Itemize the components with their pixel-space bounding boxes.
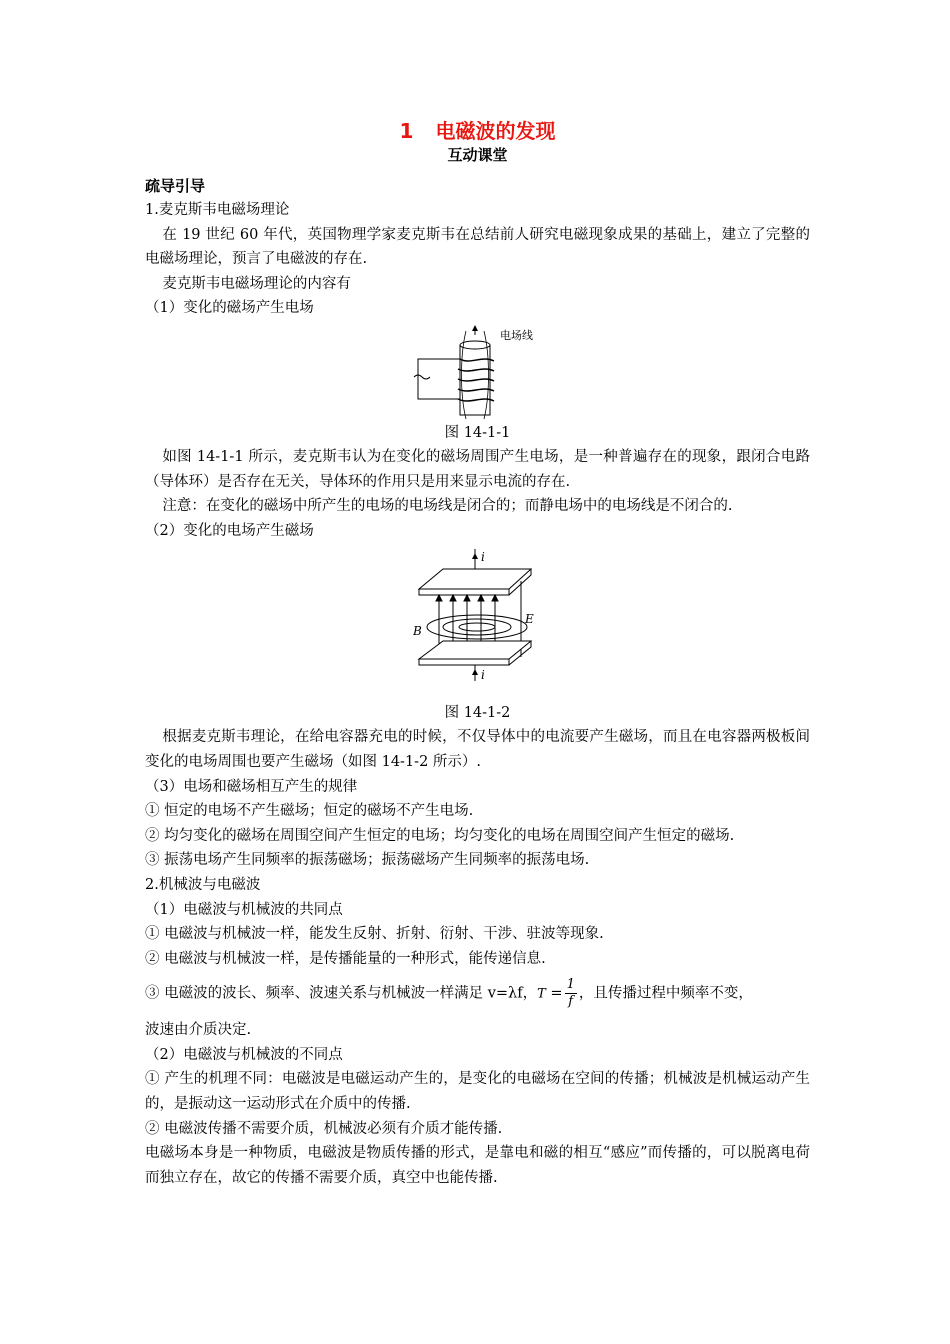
diff-point-3: 电磁场本身是一种物质，电磁波是物质传播的形式，是靠电和磁的相互“感应”而传播的，可以脱离电荷而独立存在，故它的传播不需要介质，真空中也能传播. [145, 1145, 810, 1186]
formula-fraction [565, 977, 577, 1010]
list-item: ① 恒定的电场不产生磁场；恒定的磁场不产生电场. [145, 803, 474, 820]
figure-14-1-1-caption: 图 14-1-1 [444, 424, 511, 441]
formula-numerator: 1 [566, 977, 575, 993]
fig1-label: 电场线 [499, 328, 533, 342]
diff-point-2: ② 电磁波传播不需要介质，机械波必须有介质才能传播. [145, 1120, 503, 1137]
title-number: 1 [399, 119, 414, 143]
fig2-label-b: B [412, 624, 422, 639]
formula-lhs: T [537, 986, 546, 1002]
list-item: ② 均匀变化的磁场在周围空间产生恒定的电场；均匀变化的电场在周围空间产生恒定的磁场. [145, 827, 735, 844]
paragraph-content-intro: 麦克斯韦电磁场理论的内容有 [162, 275, 351, 292]
diff-points-heading: （2）电磁波与机械波的不同点 [145, 1046, 343, 1063]
item-1-heading: （1）变化的磁场产生电场 [145, 300, 314, 317]
paragraph-heading-1: 1.麦克斯韦电磁场理论 [145, 202, 290, 218]
title-text: 电磁波的发现 [435, 119, 556, 143]
figure-14-1-1 [145, 325, 810, 421]
item-3-heading: （3）电场和磁场相互产生的规律 [145, 778, 358, 795]
coil-diagram [408, 325, 548, 421]
capacitor-diagram [413, 549, 543, 681]
item-2-heading: （2）变化的电场产生磁场 [145, 522, 314, 539]
formula-denominator: f [568, 994, 574, 1010]
figure-14-1-2 [145, 549, 810, 681]
list-item: ③ 振荡电场产生同频率的振荡磁场；振荡磁场产生同频率的振荡电场. [145, 852, 590, 869]
paragraph-heading-2: 2.机械波与电磁波 [145, 876, 261, 893]
page-title [145, 118, 810, 144]
same-point-2: ② 电磁波与机械波一样，是传播能量的一种形式，能传递信息. [145, 950, 546, 967]
same-point-3-continued: 波速由介质决定. [145, 1022, 252, 1039]
section-heading: 疏导引导 [145, 177, 206, 195]
same-point-1: ① 电磁波与机械波一样，能发生反射、折射、衍射、干涉、驻波等现象. [145, 926, 604, 943]
paragraph-maxwell-intro: 在 19 世纪 60 年代，英国物理学家麦克斯韦在总结前人研究电磁现象成果的基础上，建立了完整的电磁场理论，预言了电磁波的存在. [145, 226, 810, 268]
formula-eq: = [550, 985, 563, 1002]
fig2-label-i-bottom: i [480, 668, 485, 682]
figure-14-1-2-caption: 图 14-1-2 [444, 705, 511, 722]
same-point-3-post: ，且传播过程中频率不变， [578, 985, 753, 1002]
diff-point-1: ① 产生的机理不同：电磁波是电磁运动产生的，是变化的电磁场在空间的传播；机械波是机械运动产生的，是振动这一运动形式在介质中的传播. [145, 1071, 810, 1113]
same-point-3 [145, 977, 810, 1010]
document-page [145, 118, 810, 1190]
page-subtitle: 互动课堂 [447, 146, 508, 164]
fig2-label-e: E [524, 612, 534, 627]
paragraph-note: 注意：在变化的磁场中所产生的电场的电场线是闭合的；而静电场中的电场线是不闭合的. [162, 498, 733, 515]
fig2-label-i-top: i [480, 550, 485, 565]
paragraph-fig1-explanation: 如图 14-1-1 所示，麦克斯韦认为在变化的磁场周围产生电场，是一种普遍存在的现象，跟闭合电路（导体环）是否存在无关，导体环的作用只是用来显示电流的存在. [145, 448, 810, 490]
paragraph-fig2-explanation: 根据麦克斯韦理论，在给电容器充电的时候，不仅导体中的电流要产生磁场，而且在电容器两极板间变化的电场周围也要产生磁场（如图 14-1-2 所示）. [145, 729, 810, 770]
same-point-3-pre: ③ 电磁波的波长、频率、波速关系与机械波一样满足 v=λf， [145, 985, 538, 1002]
same-points-heading: （1）电磁波与机械波的共同点 [145, 901, 343, 918]
